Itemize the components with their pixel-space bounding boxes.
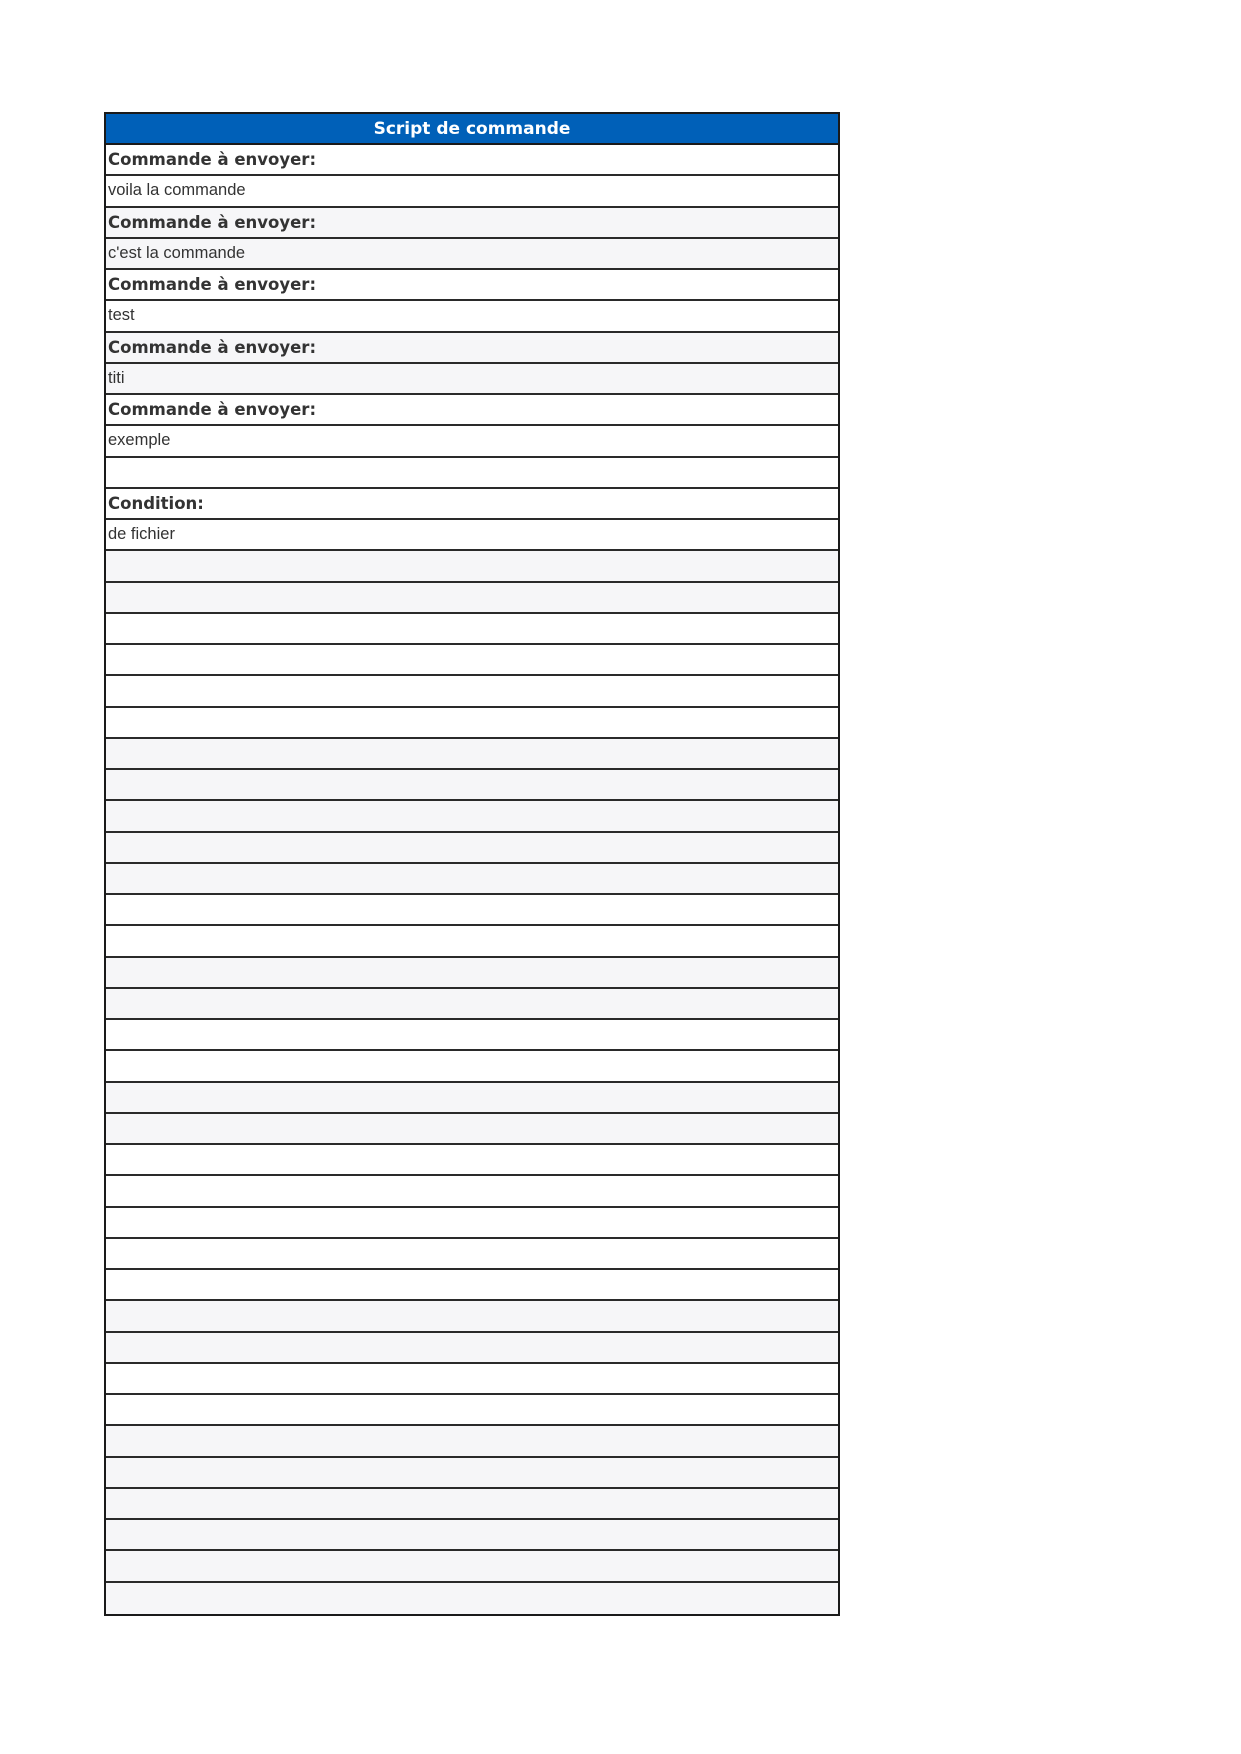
empty-row[interactable]	[106, 770, 838, 801]
empty-row[interactable]	[106, 958, 838, 989]
table-title: Script de commande	[106, 114, 838, 145]
row-value[interactable]: titi	[106, 364, 838, 395]
empty-row[interactable]	[106, 614, 838, 645]
empty-row[interactable]	[106, 1270, 838, 1301]
table-rows	[106, 145, 838, 1614]
empty-row[interactable]	[106, 1051, 838, 1082]
row-label[interactable]: Commande à envoyer:	[106, 270, 838, 301]
empty-row[interactable]	[106, 1426, 838, 1457]
empty-row[interactable]	[106, 676, 838, 707]
empty-row[interactable]	[106, 1458, 838, 1489]
empty-row[interactable]	[106, 708, 838, 739]
empty-row[interactable]	[106, 801, 838, 832]
empty-row[interactable]	[106, 833, 838, 864]
empty-row[interactable]	[106, 1301, 838, 1332]
empty-row[interactable]	[106, 583, 838, 614]
empty-row[interactable]	[106, 1239, 838, 1270]
empty-row[interactable]	[106, 1145, 838, 1176]
empty-row[interactable]	[106, 1583, 838, 1614]
row-value[interactable]: voila la commande	[106, 176, 838, 207]
row-label[interactable]: Commande à envoyer:	[106, 208, 838, 239]
empty-row[interactable]	[106, 1551, 838, 1582]
empty-row[interactable]	[106, 1020, 838, 1051]
empty-row[interactable]	[106, 551, 838, 582]
empty-row[interactable]	[106, 1520, 838, 1551]
empty-row[interactable]	[106, 458, 838, 489]
row-value[interactable]: c'est la commande	[106, 239, 838, 270]
row-label[interactable]: Commande à envoyer:	[106, 395, 838, 426]
empty-row[interactable]	[106, 645, 838, 676]
row-label[interactable]: Commande à envoyer:	[106, 145, 838, 176]
empty-row[interactable]	[106, 1176, 838, 1207]
row-label[interactable]: Condition:	[106, 489, 838, 520]
empty-row[interactable]	[106, 1208, 838, 1239]
empty-row[interactable]	[106, 864, 838, 895]
row-label[interactable]: Commande à envoyer:	[106, 333, 838, 364]
empty-row[interactable]	[106, 1489, 838, 1520]
empty-row[interactable]	[106, 739, 838, 770]
empty-row[interactable]	[106, 1083, 838, 1114]
empty-row[interactable]	[106, 1333, 838, 1364]
empty-row[interactable]	[106, 989, 838, 1020]
empty-row[interactable]	[106, 926, 838, 957]
empty-row[interactable]	[106, 1114, 838, 1145]
row-value[interactable]: exemple	[106, 426, 838, 457]
empty-row[interactable]	[106, 895, 838, 926]
row-value[interactable]: test	[106, 301, 838, 332]
empty-row[interactable]	[106, 1395, 838, 1426]
empty-row[interactable]	[106, 1364, 838, 1395]
row-value[interactable]: de fichier	[106, 520, 838, 551]
command-script-table	[104, 112, 840, 1616]
